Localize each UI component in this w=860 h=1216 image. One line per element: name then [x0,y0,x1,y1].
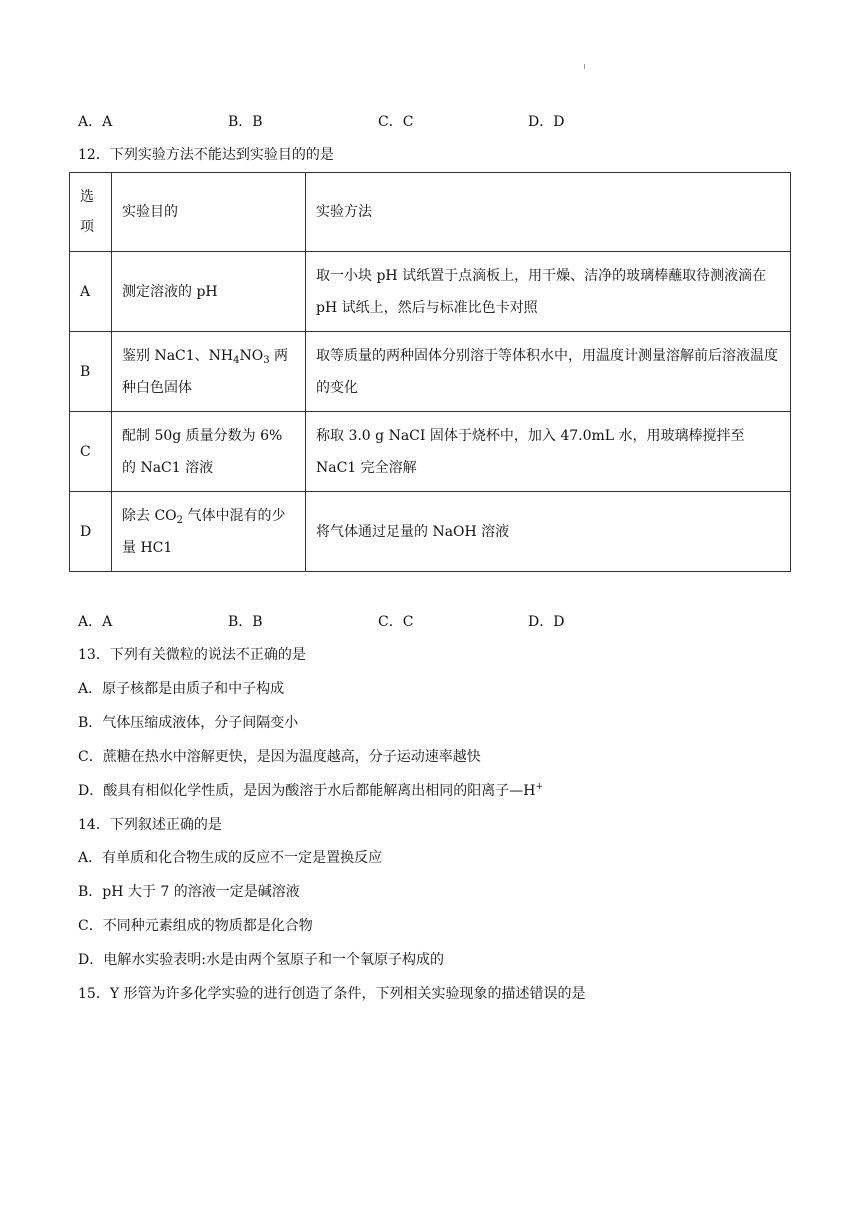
option-b[interactable]: B．B [228,114,263,130]
row-method: 取一小块 pH 试纸置于点滴板上，用干燥、洁净的玻璃棒蘸取待测液滴在 pH 试纸上，然后与标准比色卡对照 [306,252,791,332]
experiment-table [69,172,791,572]
row-purpose: 配制 50g 质量分数为 6%的 NaC1 溶液 [112,412,306,492]
q13-stem: 13．下列有关微粒的说法不正确的是 [78,647,306,663]
option-c[interactable]: C．C [378,114,414,130]
q15-stem: 15．Y 形管为许多化学实验的进行创造了条件，下列相关实验现象的描述错误的是 [78,986,586,1002]
row-option: B [70,332,112,412]
row-option: A [70,252,112,332]
row-option: D [70,492,112,572]
row-method: 取等质量的两种固体分别溶于等体积水中，用温度计测量溶解前后溶液温度的变化 [306,332,791,412]
q14-option-b[interactable]: B．pH 大于 7 的溶液一定是碱溶液 [78,884,300,900]
option-a[interactable]: A．A [78,114,113,130]
q13-option-c[interactable]: C．蔗糖在热水中溶解更快，是因为温度越高，分子运动速率越快 [78,749,481,765]
option-a[interactable]: A．A [78,614,113,630]
row-purpose: 鉴别 NaC1、$NH_4NO_3$ 两种白色固体 [112,332,306,412]
table-row [70,332,791,412]
q12-options [78,612,678,632]
row-option: C [70,412,112,492]
row-purpose: 测定溶液的 pH [112,252,306,332]
q13-option-a[interactable]: A．原子核都是由质子和中子构成 [78,681,285,697]
q13-option-d[interactable]: D．酸具有相似化学性质，是因为酸溶于水后都能解离出相同的阳离子—H+ [78,782,543,799]
q14-option-c[interactable]: C．不同种元素组成的物质都是化合物 [78,918,313,934]
table-row [70,252,791,332]
q13-option-b[interactable]: B．气体压缩成液体，分子间隔变小 [78,715,299,731]
option-b[interactable]: B．B [228,614,263,630]
header-option: 选项 [70,173,112,252]
table-header-row [70,173,791,252]
table-row [70,492,791,572]
option-d[interactable]: D．D [528,114,565,130]
option-c[interactable]: C．C [378,614,414,630]
row-method: 称取 3.0 g NaCI 固体于烧杯中，加入 47.0mL 水，用玻璃棒搅拌至 NaC1 完全溶解 [306,412,791,492]
row-method: 将气体通过足量的 NaOH 溶液 [306,492,791,572]
q14-stem: 14．下列叙述正确的是 [78,817,222,833]
q14-option-a[interactable]: A．有单质和化合物生成的反应不一定是置换反应 [78,850,383,866]
q12-stem: 12．下列实验方法不能达到实验目的的是 [78,147,334,163]
option-d[interactable]: D．D [528,614,565,630]
row-purpose: 除去 $CO_2$ 气体中混有的少量 HC1 [112,492,306,572]
table-row [70,412,791,492]
header-method: 实验方法 [306,173,791,252]
header-purpose: 实验目的 [112,173,306,252]
q14-option-d[interactable]: D．电解水实验表明:水是由两个氢原子和一个氧原子构成的 [78,952,444,968]
header-mark [584,64,585,69]
prev-question-options [78,112,678,132]
